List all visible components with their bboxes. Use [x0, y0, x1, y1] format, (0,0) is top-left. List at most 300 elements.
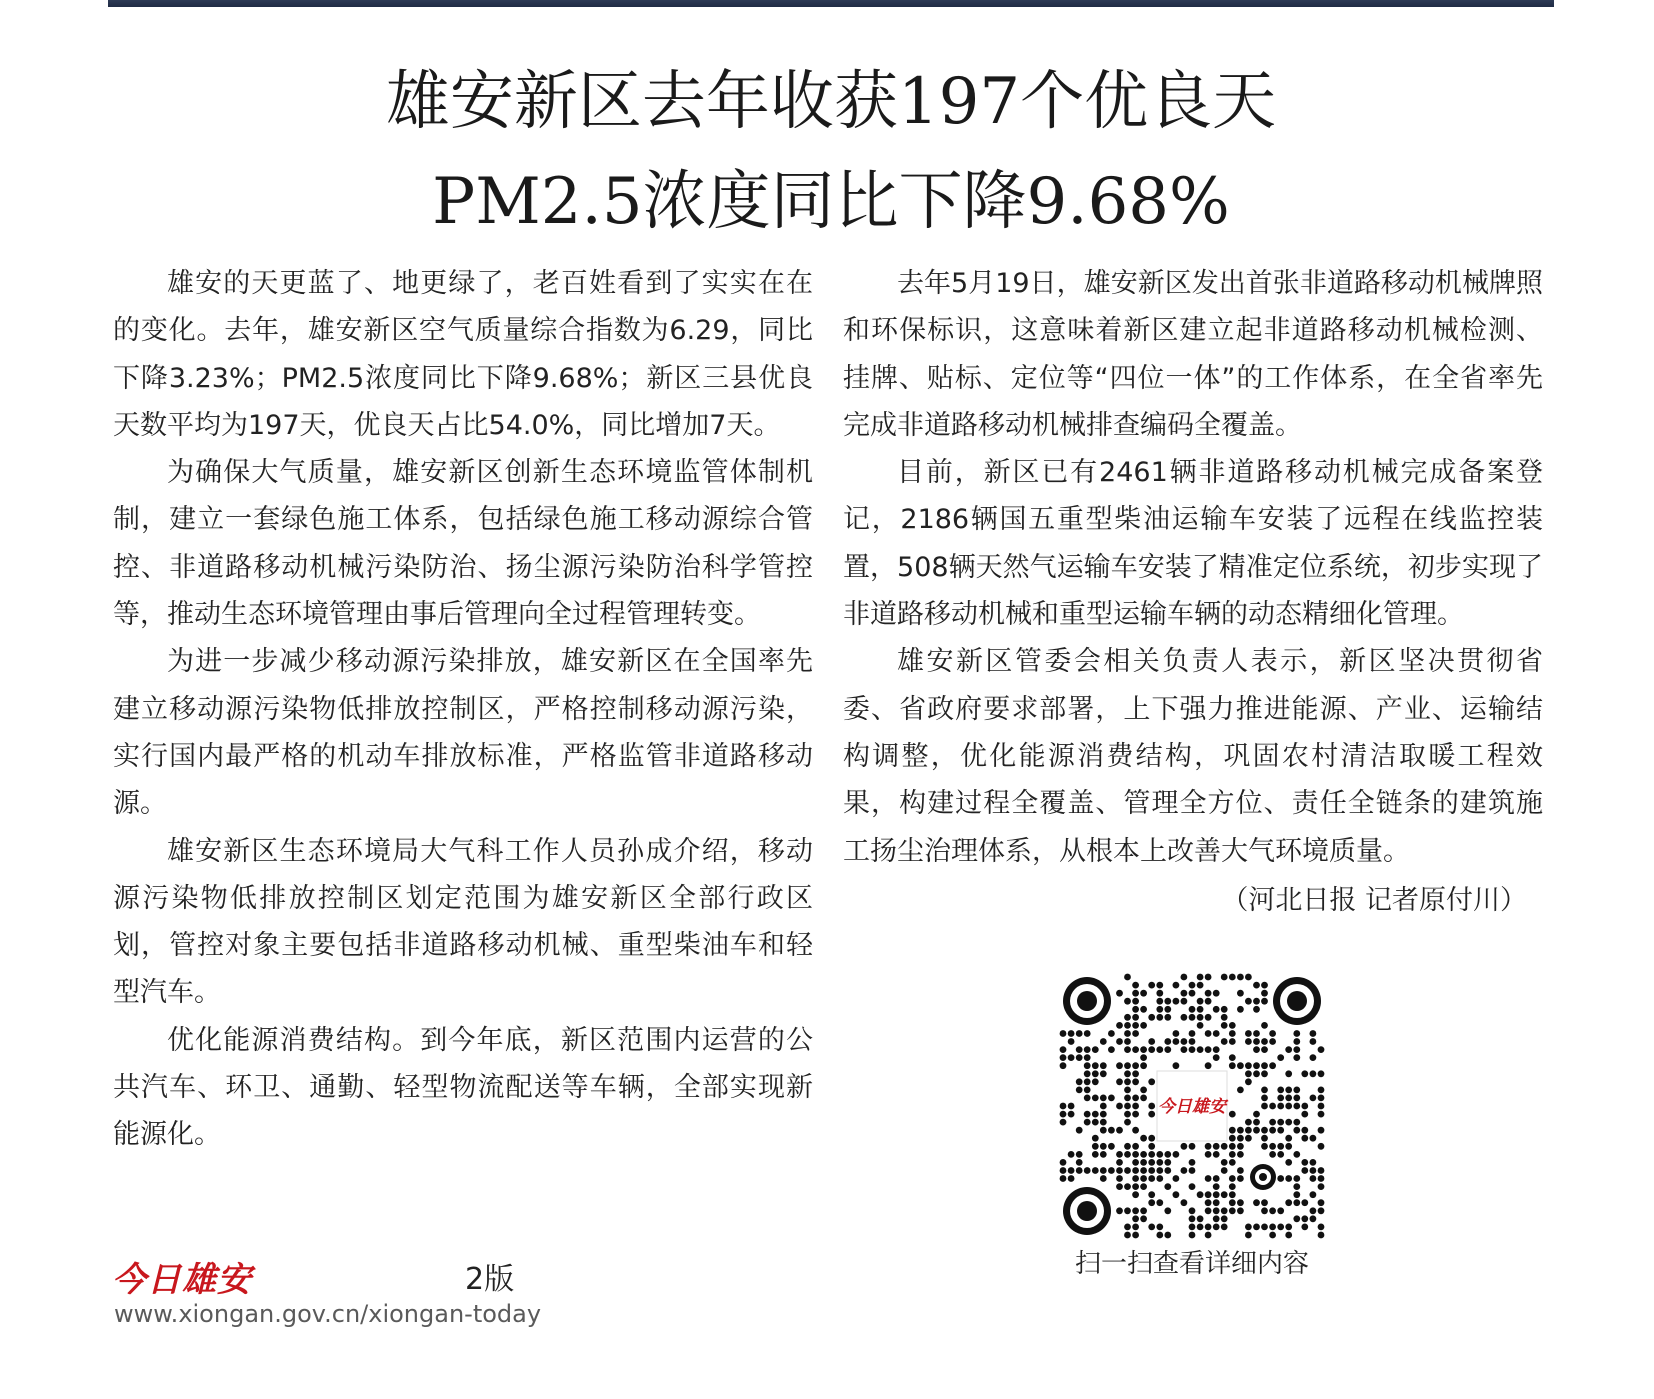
- qr-module: [1213, 1199, 1220, 1206]
- qr-module: [1124, 1038, 1131, 1045]
- qr-module: [1132, 990, 1139, 997]
- qr-module: [1261, 1127, 1268, 1134]
- qr-module: [1261, 1095, 1268, 1102]
- qr-module: [1277, 1207, 1284, 1214]
- qr-module: [1124, 1167, 1131, 1174]
- qr-module: [1181, 1014, 1188, 1021]
- qr-module: [1189, 982, 1196, 989]
- qr-module: [1237, 1062, 1244, 1069]
- qr-module: [1100, 1143, 1107, 1150]
- qr-module: [1084, 1070, 1091, 1077]
- right-column: [843, 260, 1543, 875]
- qr-module: [1205, 1232, 1212, 1239]
- qr-module: [1100, 1062, 1107, 1069]
- qr-module: [1132, 1175, 1139, 1182]
- qr-module: [1310, 1215, 1317, 1222]
- qr-module: [1205, 1151, 1212, 1158]
- qr-module: [1229, 1038, 1236, 1045]
- qr-module: [1100, 1103, 1107, 1110]
- qr-module: [1261, 990, 1268, 997]
- qr-module: [1124, 1119, 1131, 1126]
- qr-module: [1116, 1103, 1123, 1110]
- qr-module: [1164, 1014, 1171, 1021]
- qr-module: [1261, 1062, 1268, 1069]
- qr-module: [1189, 1207, 1196, 1214]
- qr-module: [1261, 982, 1268, 989]
- qr-module: [1076, 1087, 1083, 1094]
- qr-module: [1310, 1167, 1317, 1174]
- qr-module: [1229, 1175, 1236, 1182]
- qr-module: [1132, 1014, 1139, 1021]
- qr-module: [1132, 1183, 1139, 1190]
- qr-module: [1261, 1199, 1268, 1206]
- byline: （河北日报 记者原付川）: [1221, 885, 1527, 916]
- qr-module: [1124, 1232, 1131, 1239]
- qr-module: [1221, 1159, 1228, 1166]
- qr-module: [1221, 1038, 1228, 1045]
- qr-module: [1229, 974, 1236, 981]
- qr-module: [1164, 1167, 1171, 1174]
- qr-module: [1060, 1111, 1067, 1118]
- qr-module: [1293, 1127, 1300, 1134]
- qr-module: [1310, 1191, 1317, 1198]
- qr-module: [1140, 1054, 1147, 1061]
- qr-module: [1164, 1207, 1171, 1214]
- qr-module: [1213, 1215, 1220, 1222]
- qr-module: [1269, 1038, 1276, 1045]
- qr-module: [1124, 1143, 1131, 1150]
- qr-module: [1318, 1087, 1325, 1094]
- qr-module: [1277, 1143, 1284, 1150]
- qr-module: [1132, 1159, 1139, 1166]
- qr-finder-top-left: [1063, 977, 1111, 1025]
- qr-module: [1084, 1078, 1091, 1085]
- qr-module: [1197, 1046, 1204, 1053]
- qr-module: [1132, 1143, 1139, 1150]
- qr-module: [1318, 1224, 1325, 1231]
- qr-module: [1173, 982, 1180, 989]
- qr-module: [1068, 1103, 1075, 1110]
- qr-module: [1221, 1006, 1228, 1013]
- qr-module: [1269, 1062, 1276, 1069]
- qr-module: [1132, 1207, 1139, 1214]
- qr-module: [1068, 1175, 1075, 1182]
- qr-module: [1060, 1159, 1067, 1166]
- qr-module: [1197, 1022, 1204, 1029]
- qr-module: [1076, 1159, 1083, 1166]
- qr-module: [1076, 1030, 1083, 1037]
- qr-module: [1156, 982, 1163, 989]
- qr-module: [1229, 1159, 1236, 1166]
- qr-module: [1189, 1046, 1196, 1053]
- qr-module: [1148, 1046, 1155, 1053]
- qr-module: [1132, 1191, 1139, 1198]
- qr-module: [1261, 1143, 1268, 1150]
- qr-module: [1293, 1046, 1300, 1053]
- qr-module: [1156, 1167, 1163, 1174]
- qr-module: [1132, 1167, 1139, 1174]
- qr-module: [1132, 1046, 1139, 1053]
- qr-module: [1301, 1103, 1308, 1110]
- qr-center-logo-text: 今日雄安: [1158, 1097, 1226, 1117]
- qr-module: [1245, 1038, 1252, 1045]
- qr-module: [1269, 1127, 1276, 1134]
- qr-module: [1132, 1215, 1139, 1222]
- qr-module: [1173, 1175, 1180, 1182]
- qr-module: [1237, 1175, 1244, 1182]
- qr-module: [1132, 1030, 1139, 1037]
- qr-module: [1173, 998, 1180, 1005]
- top-rule: [108, 0, 1554, 7]
- qr-module: [1092, 1119, 1099, 1126]
- qr-module: [1181, 974, 1188, 981]
- qr-module: [1068, 1030, 1075, 1037]
- qr-module: [1116, 1159, 1123, 1166]
- qr-module: [1164, 1232, 1171, 1239]
- qr-module: [1293, 1103, 1300, 1110]
- qr-module: [1132, 1103, 1139, 1110]
- qr-module: [1301, 1127, 1308, 1134]
- qr-module: [1140, 1087, 1147, 1094]
- qr-module: [1245, 1232, 1252, 1239]
- qr-module: [1318, 1232, 1325, 1239]
- qr-module: [1100, 1095, 1107, 1102]
- qr-module: [1310, 1135, 1317, 1142]
- site-url[interactable]: www.xiongan.gov.cn/xiongan-today: [114, 1300, 542, 1328]
- qr-module: [1229, 1054, 1236, 1061]
- qr-module: [1148, 1103, 1155, 1110]
- qr-module: [1245, 998, 1252, 1005]
- qr-module: [1221, 1224, 1228, 1231]
- qr-module: [1116, 990, 1123, 997]
- qr-module: [1285, 1232, 1292, 1239]
- qr-module: [1181, 1143, 1188, 1150]
- qr-module: [1060, 1167, 1067, 1174]
- qr-module: [1092, 1111, 1099, 1118]
- qr-module: [1237, 990, 1244, 997]
- newspaper-logo: 今日雄安: [112, 1260, 252, 1300]
- qr-module: [1245, 1070, 1252, 1077]
- qr-module: [1173, 1191, 1180, 1198]
- qr-module: [1124, 1046, 1131, 1053]
- qr-module: [1310, 1054, 1317, 1061]
- qr-module: [1164, 1183, 1171, 1190]
- paragraph: 雄安新区生态环境局大气科工作人员孙成介绍，移动源污染物低排放控制区划定范围为雄安新区全部行政区划，管控对象主要包括非道路移动机械、重型柴油车和轻型汽车。: [113, 835, 813, 1009]
- qr-module: [1189, 1006, 1196, 1013]
- qr-module: [1285, 1119, 1292, 1126]
- qr-module: [1253, 1038, 1260, 1045]
- qr-caption: 扫一扫查看详细内容: [1074, 1249, 1309, 1279]
- qr-module: [1205, 1143, 1212, 1150]
- qr-module: [1285, 1135, 1292, 1142]
- left-column: [113, 260, 813, 1159]
- qr-module: [1148, 1167, 1155, 1174]
- qr-module: [1108, 1030, 1115, 1037]
- qr-module: [1261, 1207, 1268, 1214]
- qr-module: [1229, 1207, 1236, 1214]
- qr-code[interactable]: [1059, 973, 1325, 1239]
- qr-module: [1060, 1046, 1067, 1053]
- qr-module: [1140, 1175, 1147, 1182]
- qr-module: [1318, 1095, 1325, 1102]
- qr-module: [1124, 1151, 1131, 1158]
- edition-label: 2版: [465, 1262, 515, 1297]
- qr-module: [1269, 1232, 1276, 1239]
- qr-module: [1100, 1167, 1107, 1174]
- qr-module: [1269, 1143, 1276, 1150]
- qr-module: [1213, 1030, 1220, 1037]
- qr-module: [1156, 1046, 1163, 1053]
- qr-module: [1269, 1224, 1276, 1231]
- qr-module: [1310, 1038, 1317, 1045]
- qr-module: [1068, 1167, 1075, 1174]
- qr-module: [1173, 1030, 1180, 1037]
- qr-module: [1076, 1151, 1083, 1158]
- qr-module: [1310, 1159, 1317, 1166]
- qr-module: [1124, 974, 1131, 981]
- qr-module: [1092, 1078, 1099, 1085]
- qr-module: [1318, 1183, 1325, 1190]
- qr-module: [1116, 1151, 1123, 1158]
- qr-module: [1213, 1175, 1220, 1182]
- qr-module: [1092, 1135, 1099, 1142]
- qr-module: [1277, 1103, 1284, 1110]
- qr-module: [1124, 1087, 1131, 1094]
- qr-module: [1148, 1224, 1155, 1231]
- qr-module: [1269, 1103, 1276, 1110]
- qr-module: [1140, 990, 1147, 997]
- qr-module: [1060, 1119, 1067, 1126]
- qr-module: [1318, 1207, 1325, 1214]
- qr-module: [1156, 1151, 1163, 1158]
- qr-module: [1277, 1095, 1284, 1102]
- qr-module: [1140, 1062, 1147, 1069]
- qr-module: [1285, 1095, 1292, 1102]
- qr-module: [1293, 1175, 1300, 1182]
- qr-module: [1221, 1167, 1228, 1174]
- qr-module: [1253, 1127, 1260, 1134]
- qr-module: [1189, 1215, 1196, 1222]
- qr-module: [1076, 1046, 1083, 1053]
- qr-module: [1318, 1046, 1325, 1053]
- qr-module: [1213, 1046, 1220, 1053]
- qr-module: [1285, 1199, 1292, 1206]
- qr-module: [1221, 1215, 1228, 1222]
- qr-module: [1076, 1054, 1083, 1061]
- qr-module: [1140, 1095, 1147, 1102]
- qr-module: [1245, 1030, 1252, 1037]
- qr-module: [1261, 1103, 1268, 1110]
- qr-module: [1253, 1224, 1260, 1231]
- qr-module: [1293, 1087, 1300, 1094]
- qr-module: [1132, 1151, 1139, 1158]
- qr-module: [1318, 1143, 1325, 1150]
- qr-module: [1181, 1046, 1188, 1053]
- qr-module: [1132, 1022, 1139, 1029]
- qr-module: [1245, 1224, 1252, 1231]
- qr-module: [1116, 1183, 1123, 1190]
- qr-module: [1237, 1143, 1244, 1150]
- qr-module: [1277, 1087, 1284, 1094]
- qr-module: [1092, 1070, 1099, 1077]
- qr-module: [1293, 1199, 1300, 1206]
- qr-module: [1189, 1159, 1196, 1166]
- qr-module: [1156, 1175, 1163, 1182]
- qr-module: [1229, 1135, 1236, 1142]
- qr-module: [1205, 1207, 1212, 1214]
- qr-module: [1293, 1030, 1300, 1037]
- qr-module: [1181, 1038, 1188, 1045]
- qr-module: [1261, 1135, 1268, 1142]
- qr-module: [1124, 1078, 1131, 1085]
- qr-module: [1140, 1022, 1147, 1029]
- qr-module: [1084, 1111, 1091, 1118]
- qr-alignment: [1250, 1164, 1276, 1190]
- qr-module: [1197, 1224, 1204, 1231]
- qr-module: [1156, 1199, 1163, 1206]
- qr-module: [1124, 1095, 1131, 1102]
- qr-module: [1189, 1014, 1196, 1021]
- qr-module: [1148, 1199, 1155, 1206]
- qr-module: [1293, 1191, 1300, 1198]
- qr-module: [1108, 1143, 1115, 1150]
- qr-module: [1100, 1175, 1107, 1182]
- qr-module: [1318, 1127, 1325, 1134]
- qr-module: [1237, 1135, 1244, 1142]
- qr-module: [1181, 990, 1188, 997]
- qr-module: [1277, 1151, 1284, 1158]
- qr-finder-bottom-left: [1063, 1187, 1111, 1235]
- qr-module: [1205, 1014, 1212, 1021]
- qr-module: [1293, 1054, 1300, 1061]
- qr-module: [1124, 1111, 1131, 1118]
- qr-module: [1261, 1022, 1268, 1029]
- qr-module: [1164, 1151, 1171, 1158]
- qr-module: [1108, 1095, 1115, 1102]
- qr-module: [1189, 1167, 1196, 1174]
- headline-line-2: PM2.5浓度同比下降9.68%: [432, 165, 1230, 239]
- qr-module: [1205, 1224, 1212, 1231]
- qr-module: [1277, 1175, 1284, 1182]
- qr-module: [1076, 1078, 1083, 1085]
- qr-module: [1173, 1038, 1180, 1045]
- qr-module: [1269, 1207, 1276, 1214]
- qr-module: [1060, 1103, 1067, 1110]
- qr-module: [1261, 1038, 1268, 1045]
- qr-module: [1164, 1038, 1171, 1045]
- qr-module: [1197, 1191, 1204, 1198]
- qr-module: [1156, 998, 1163, 1005]
- qr-module: [1213, 990, 1220, 997]
- qr-module: [1205, 1062, 1212, 1069]
- qr-module: [1301, 1135, 1308, 1142]
- qr-module: [1092, 1095, 1099, 1102]
- qr-module: [1076, 1167, 1083, 1174]
- qr-module: [1148, 982, 1155, 989]
- qr-module: [1285, 1159, 1292, 1166]
- qr-module: [1189, 1224, 1196, 1231]
- qr-module: [1253, 982, 1260, 989]
- qr-module: [1245, 1078, 1252, 1085]
- paragraph: 目前，新区已有2461辆非道路移动机械完成备案登记，2186辆国五重型柴油运输车安装了远程在线监控装置，508辆天然气运输车安装了精准定位系统，初步实现了非道路移动机械和重型运输车辆的动态精细化管理。: [843, 457, 1543, 631]
- qr-module: [1318, 1167, 1325, 1174]
- qr-module: [1189, 1030, 1196, 1037]
- qr-module: [1084, 1054, 1091, 1061]
- qr-module: [1092, 1167, 1099, 1174]
- qr-module: [1293, 1038, 1300, 1045]
- qr-module: [1269, 1119, 1276, 1126]
- qr-module: [1237, 1207, 1244, 1214]
- qr-module: [1221, 1143, 1228, 1150]
- qr-module: [1253, 1119, 1260, 1126]
- qr-module: [1261, 998, 1268, 1005]
- qr-module: [1132, 1006, 1139, 1013]
- qr-module: [1181, 1167, 1188, 1174]
- qr-module: [1189, 1038, 1196, 1045]
- qr-module: [1205, 1030, 1212, 1037]
- qr-module: [1189, 990, 1196, 997]
- qr-module: [1124, 1070, 1131, 1077]
- qr-module: [1237, 1199, 1244, 1206]
- qr-module: [1213, 1054, 1220, 1061]
- qr-module: [1213, 1143, 1220, 1150]
- qr-module: [1148, 1175, 1155, 1182]
- qr-module: [1205, 974, 1212, 981]
- qr-module: [1068, 1111, 1075, 1118]
- qr-module: [1100, 1038, 1107, 1045]
- qr-module: [1301, 1215, 1308, 1222]
- qr-module: [1253, 1030, 1260, 1037]
- qr-module: [1229, 1191, 1236, 1198]
- qr-module: [1092, 1143, 1099, 1150]
- qr-module: [1197, 998, 1204, 1005]
- qr-module: [1148, 1135, 1155, 1142]
- qr-module: [1100, 1111, 1107, 1118]
- qr-module: [1205, 998, 1212, 1005]
- qr-module: [1237, 1151, 1244, 1158]
- qr-module: [1253, 1199, 1260, 1206]
- qr-module: [1261, 1224, 1268, 1231]
- qr-module: [1277, 1224, 1284, 1231]
- qr-module: [1301, 1159, 1308, 1166]
- headline: [108, 52, 1554, 252]
- qr-module: [1213, 1224, 1220, 1231]
- qr-module: [1116, 1062, 1123, 1069]
- qr-module: [1237, 1127, 1244, 1134]
- qr-module: [1140, 1207, 1147, 1214]
- qr-module: [1100, 1070, 1107, 1077]
- qr-module: [1285, 1224, 1292, 1231]
- qr-module: [1060, 1030, 1067, 1037]
- qr-module: [1310, 1030, 1317, 1037]
- qr-module: [1277, 1127, 1284, 1134]
- qr-module: [1197, 982, 1204, 989]
- qr-module: [1213, 1006, 1220, 1013]
- qr-module: [1253, 998, 1260, 1005]
- qr-module: [1269, 1151, 1276, 1158]
- qr-module: [1068, 1151, 1075, 1158]
- qr-module: [1229, 1127, 1236, 1134]
- qr-module: [1092, 1151, 1099, 1158]
- qr-module: [1301, 1199, 1308, 1206]
- qr-module: [1156, 1232, 1163, 1239]
- qr-module: [1132, 1111, 1139, 1118]
- qr-module: [1213, 1207, 1220, 1214]
- qr-module: [1301, 1111, 1308, 1118]
- qr-module: [1140, 1215, 1147, 1222]
- qr-module: [1124, 998, 1131, 1005]
- qr-module: [1132, 1095, 1139, 1102]
